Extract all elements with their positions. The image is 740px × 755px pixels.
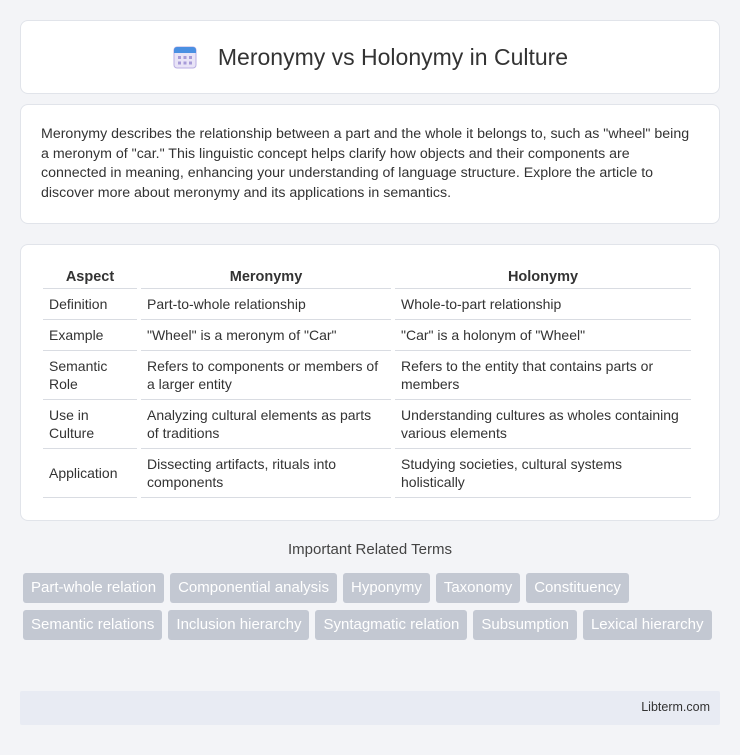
header-holonymy: Holonymy: [395, 265, 691, 289]
title-card: [20, 20, 720, 94]
row-meronymy: "Wheel" is a meronym of "Car": [141, 320, 391, 351]
table-row: [43, 351, 691, 400]
comparison-table: [39, 265, 695, 498]
row-meronymy: Part-to-whole relationship: [141, 289, 391, 320]
row-holonymy: Whole-to-part relationship: [395, 289, 691, 320]
row-aspect: Definition: [43, 289, 137, 320]
related-terms-title: Important Related Terms: [288, 541, 452, 558]
row-meronymy: Dissecting artifacts, rituals into components: [141, 449, 391, 498]
calendar-icon: [172, 44, 198, 70]
page-title: Meronymy vs Holonymy in Culture: [217, 43, 569, 70]
table-row: [43, 289, 691, 320]
tag-part-whole-relation[interactable]: Part-whole relation: [23, 573, 164, 603]
tag-syntagmatic-relation[interactable]: Syntagmatic relation: [315, 610, 467, 640]
row-aspect: Semantic Role: [43, 351, 137, 400]
header-aspect: Aspect: [43, 265, 137, 289]
table-row: [43, 449, 691, 498]
row-aspect: Application: [43, 449, 137, 498]
row-holonymy: Understanding cultures as wholes containing various elements: [395, 400, 691, 449]
tag-lexical-hierarchy[interactable]: Lexical hierarchy: [583, 610, 712, 640]
row-holonymy: Refers to the entity that contains parts or members: [395, 351, 691, 400]
table-row: [43, 400, 691, 449]
tag-taxonomy[interactable]: Taxonomy: [436, 573, 520, 603]
tag-constituency[interactable]: Constituency: [526, 573, 629, 603]
tag-hyponymy[interactable]: Hyponymy: [343, 573, 430, 603]
footer-site-link[interactable]: Libterm.com: [641, 700, 710, 714]
related-terms-list: [23, 573, 723, 640]
row-holonymy: "Car" is a holonym of "Wheel": [395, 320, 691, 351]
comparison-table-card: [20, 244, 720, 521]
tag-inclusion-hierarchy[interactable]: Inclusion hierarchy: [168, 610, 309, 640]
tag-componential-analysis[interactable]: Componential analysis: [170, 573, 337, 603]
row-aspect: Use in Culture: [43, 400, 137, 449]
row-meronymy: Refers to components or members of a larger entity: [141, 351, 391, 400]
header-meronymy: Meronymy: [141, 265, 391, 289]
table-row: [43, 320, 691, 351]
tag-subsumption[interactable]: Subsumption: [473, 610, 577, 640]
table-header-row: [43, 265, 691, 289]
intro-card: [20, 104, 720, 224]
footer: [20, 691, 720, 725]
row-meronymy: Analyzing cultural elements as parts of traditions: [141, 400, 391, 449]
row-holonymy: Studying societies, cultural systems holistically: [395, 449, 691, 498]
tag-semantic-relations[interactable]: Semantic relations: [23, 610, 162, 640]
row-aspect: Example: [43, 320, 137, 351]
intro-text: Meronymy describes the relationship between a part and the whole it belongs to, such as "wheel" being a meronym of "car." This linguistic concept helps clarify how objects and their components are connected in meaning, enhancing your understanding of language structure. Explore the article to discover more about meronymy and its applications in semantics.: [41, 126, 690, 201]
